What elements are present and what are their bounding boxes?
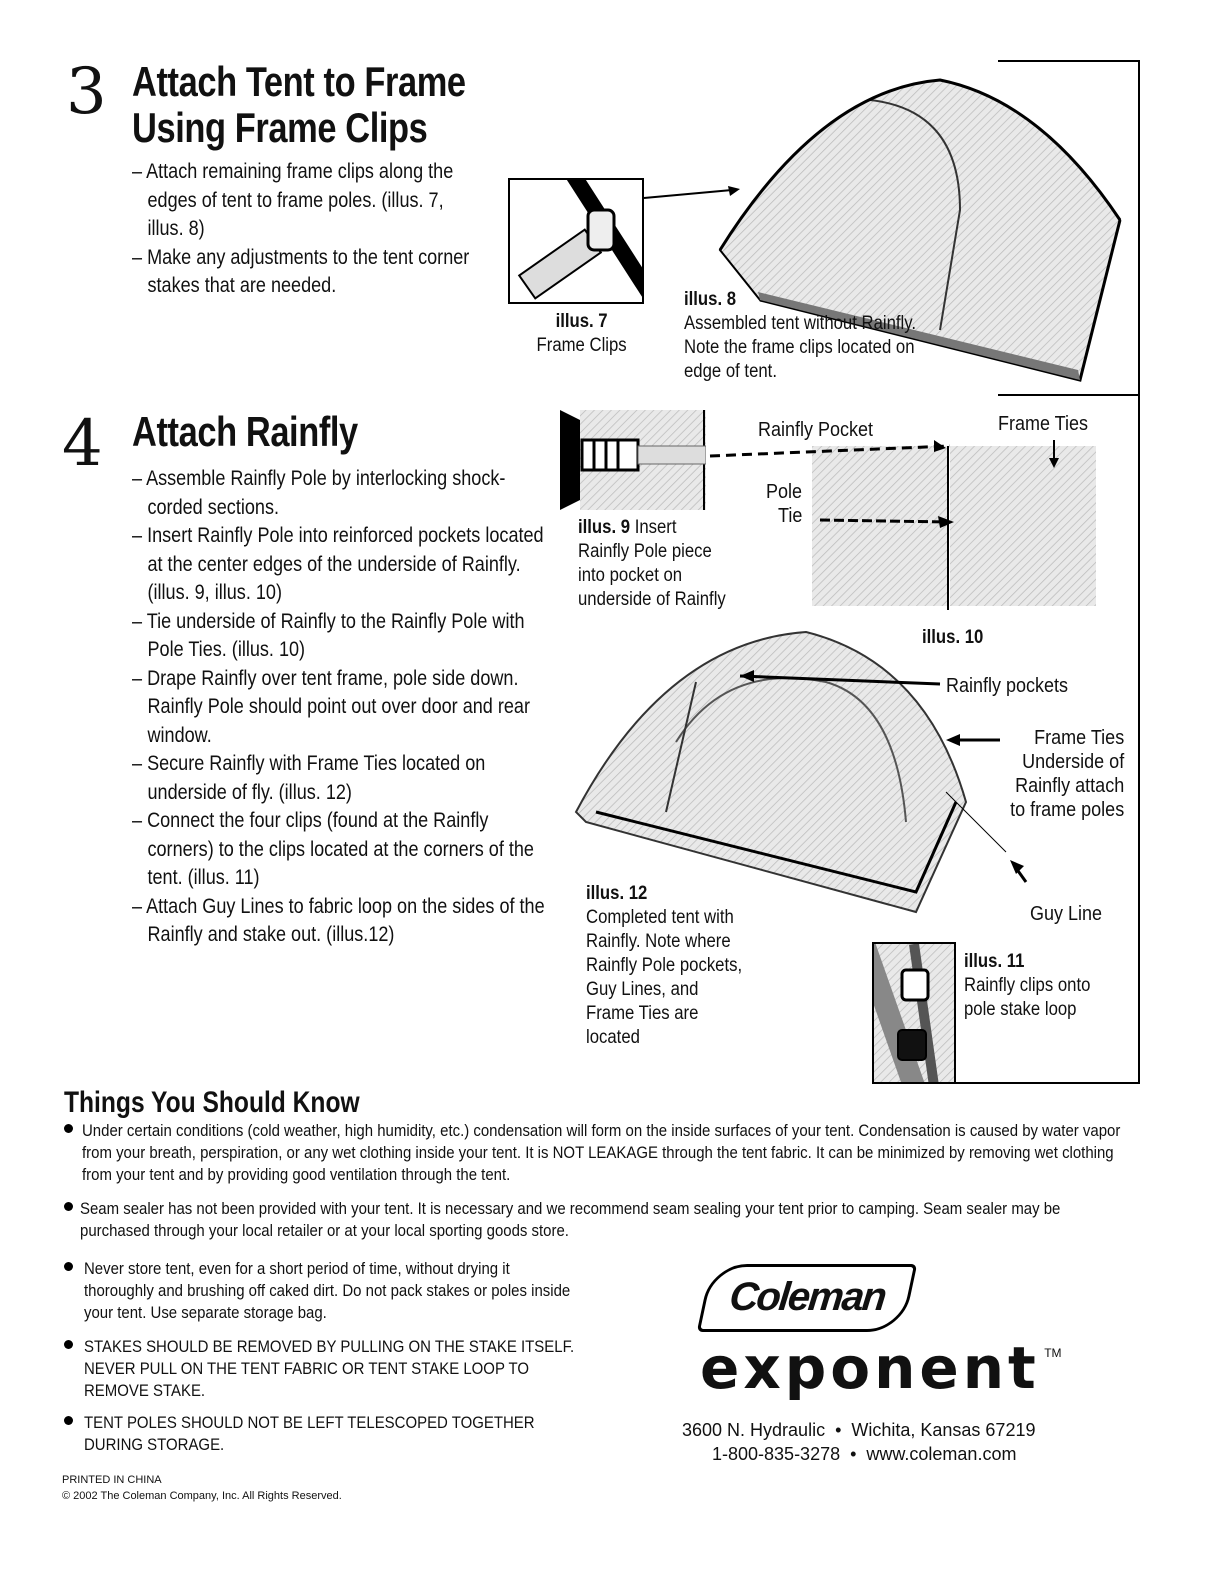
illus11-frame-mid [998, 394, 1140, 396]
brand-contact: 1-800-835-3278 • www.coleman.com [712, 1444, 1017, 1464]
things-item: Seam sealer has not been provided with your tent. It is necessary and we recommend seam sealing your tent prior to camping. Seam sealer may be purchased through your local retailer or at your local sporting goods store. [80, 1199, 1061, 1240]
coleman-logo [697, 1264, 917, 1332]
footer-printed: PRINTED IN CHINA [62, 1474, 162, 1486]
things-item: TENT POLES SHOULD NOT BE LEFT TELESCOPED TOGETHER DURING STORAGE. [84, 1413, 535, 1454]
step3-bullet: – Make any adjustments to the tent corner stakes that are needed. [132, 244, 476, 301]
illus10-pole-tie-1: Pole [766, 481, 803, 503]
exponent-logo [700, 1334, 1062, 1402]
step4-bullet: – Connect the four clips (found at the Rainfly corners) to the clips located at the corners of the tent. (illus. 11) [132, 807, 553, 893]
exponent-text: exponent [700, 1334, 1040, 1402]
things-title: Things You Should Know [64, 1086, 360, 1119]
bullet-dot [64, 1202, 73, 1211]
illus7-caption [520, 310, 643, 358]
illus11-label: illus. 11 [964, 951, 1025, 972]
illus10-rainfly-pocket: Rainfly Pocket [758, 419, 874, 441]
illus9-text: Rainfly Pole piece into pocket on underside of Rainfly [578, 541, 726, 610]
things-item: Under certain conditions (cold weather, high humidity, etc.) condensation will form on the inside surfaces of your tent. Condensation is caused by water vapor from your breath, perspiration, or any wet clothing inside your tent. It is NOT LEAKAGE through the tent fabric. It can be minimized by removing wet clothing from your tent and by providing good ventilation through the tent. [82, 1121, 1121, 1184]
illus12-guy-line: Guy Line [1030, 903, 1103, 925]
illus7-image [508, 178, 644, 304]
things-item: Never store tent, even for a short period of time, without drying it thoroughly and brushing off caked dirt. Do not pack stakes or poles inside your tent. Use separate storage bag. [84, 1259, 571, 1322]
illus8-label: illus. 8 [684, 289, 737, 310]
illus12-frame-ties-note: Frame Ties Underside of Rainfly attach to frame poles [1010, 727, 1125, 821]
illus12-rainfly-pockets: Rainfly pockets [946, 675, 1069, 697]
bullet-dot [64, 1262, 73, 1271]
illus10-pole-tie-2: Tie [778, 505, 803, 527]
step3-title-line2: Using Frame Clips [132, 104, 428, 151]
illus10-diagram [700, 440, 1120, 620]
bullet-dot [64, 1124, 73, 1133]
illus12-arrows [740, 668, 1040, 908]
step3-title-line1: Attach Tent to Frame [132, 58, 466, 105]
coleman-logo-text: Coleman [727, 1275, 888, 1319]
illus12-text: Completed tent with Rainfly. Note where Rainfly Pole pockets, Guy Lines, and Frame Ties are located [586, 907, 743, 1048]
footer-copyright: © 2002 The Coleman Company, Inc. All Rights Reserved. [62, 1490, 342, 1502]
illus9-image [560, 410, 706, 510]
illus8-text: Assembled tent without Rainfly. Note the frame clips located on edge of tent. [684, 313, 917, 382]
step3-bullet: – Attach remaining frame clips along the edges of tent to frame poles. (illus. 7, illus. 8) [132, 158, 476, 244]
illus8-caption [684, 288, 939, 384]
illus10-label-text: illus. 10 [922, 627, 984, 648]
illus12-label: illus. 12 [586, 883, 648, 904]
illus11-image [872, 942, 956, 1084]
rainfly-clip-drawing [874, 944, 956, 1084]
brand-address: 3600 N. Hydraulic • Wichita, Kansas 67219 [682, 1420, 1036, 1440]
illus7-text: Frame Clips [536, 335, 627, 356]
illus11-caption [964, 950, 1096, 1022]
illus8-frame-top [998, 60, 1140, 62]
step4-bullet: – Secure Rainfly with Frame Ties located on underside of fly. (illus. 12) [132, 750, 553, 807]
illus7-label: illus. 7 [555, 311, 608, 332]
pole-pocket-drawing [560, 410, 706, 510]
illus11-text: Rainfly clips onto pole stake loop [964, 975, 1091, 1020]
step4-bullet: – Drape Rainfly over tent frame, pole side down. Rainfly Pole should point out over door and rear window. [132, 665, 553, 751]
bullet-dot [64, 1416, 73, 1425]
step4-bullet: – Attach Guy Lines to fabric loop on the sides of the Rainfly and stake out. (illus.12) [132, 893, 553, 950]
illus11-frame-right [1138, 396, 1140, 1084]
step4-title: Attach Rainfly [132, 408, 358, 455]
illus9-label: illus. 9 [578, 517, 631, 538]
step4-number: 4 [62, 407, 103, 481]
frame-clip-drawing [510, 180, 644, 304]
step3-bullets [132, 158, 476, 301]
exponent-tm: TM [1044, 1346, 1062, 1360]
illus10-frame-ties: Frame Ties [998, 413, 1089, 435]
step3-number: 3 [66, 55, 107, 129]
step4-bullet: – Assemble Rainfly Pole by interlocking shock-corded sections. [132, 465, 553, 522]
step4-bullet: – Tie underside of Rainfly to the Rainfly Pole with Pole Ties. (illus. 10) [132, 608, 553, 665]
step4-bullets [132, 465, 553, 950]
illus12-caption [586, 882, 744, 1050]
illus9-inline: Insert [634, 517, 677, 538]
illus11-frame-bottom [954, 1082, 1140, 1084]
things-item: STAKES SHOULD BE REMOVED BY PULLING ON THE STAKE ITSELF. NEVER PULL ON THE TENT FABRIC OR TENT STAKE LOOP TO REMOVE STAKE. [84, 1337, 575, 1400]
bullet-dot [64, 1340, 73, 1349]
step4-bullet: – Insert Rainfly Pole into reinforced pockets located at the center edges of the underside of Rainfly. (illus. 9, illus. 10) [132, 522, 553, 608]
